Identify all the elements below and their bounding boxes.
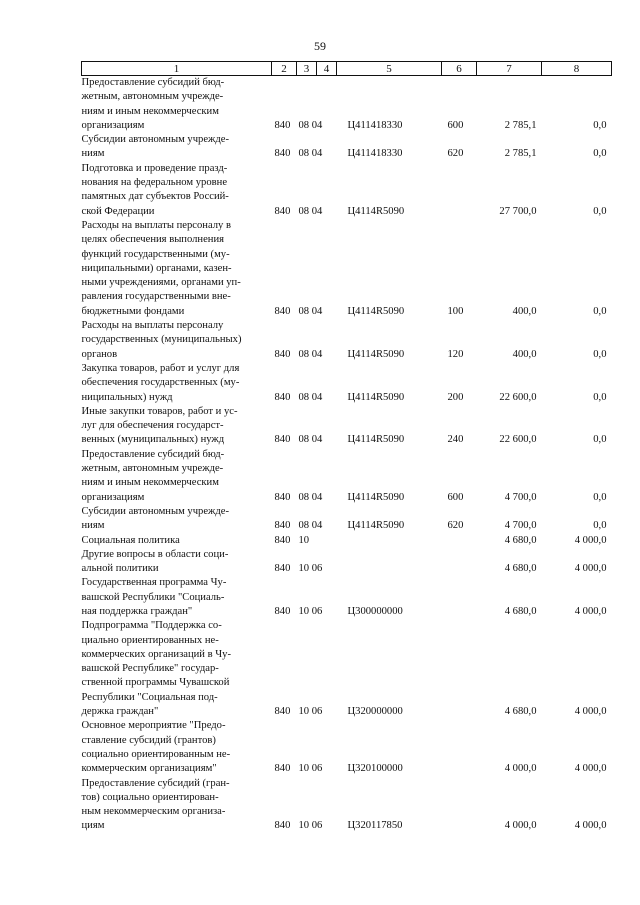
column-3-4-cell: 08 04 bbox=[298, 305, 323, 317]
description-line: жетным, автономным учрежде- bbox=[81, 463, 224, 475]
row-description bbox=[82, 534, 272, 548]
column-3-4-cell: 08 04 bbox=[298, 119, 323, 131]
description-line: Закупка товаров, работ и услуг для bbox=[81, 362, 240, 374]
column-2-cell: 840 bbox=[274, 148, 291, 160]
column-3-4-cell: 10 06 bbox=[298, 706, 323, 718]
column-header: 6 bbox=[442, 62, 477, 76]
column-3-4-cell: 10 06 bbox=[298, 820, 323, 832]
description-line: ниям bbox=[81, 148, 105, 160]
description-line: коммерческих организаций в Чу- bbox=[81, 648, 231, 660]
description-line: Основное мероприятие "Предо- bbox=[81, 720, 226, 732]
description-line: равления государственными вне- bbox=[81, 291, 231, 303]
column-header: 1 bbox=[82, 62, 272, 76]
table-row bbox=[82, 719, 612, 776]
column-8-cell: 0,0 bbox=[593, 205, 607, 217]
column-7-cell: 400,0 bbox=[512, 305, 537, 317]
description-line: Республики "Социальная под- bbox=[81, 691, 218, 703]
table-row bbox=[82, 405, 612, 448]
column-6-cell bbox=[442, 719, 477, 776]
description-line: циям bbox=[81, 820, 105, 832]
column-6-cell bbox=[442, 548, 477, 577]
column-3-4-cell: 10 06 bbox=[298, 563, 323, 575]
description-line: социально ориентированным не- bbox=[81, 748, 231, 760]
column-5-cell bbox=[337, 534, 442, 548]
description-line: целях обеспечения выполнения bbox=[81, 234, 225, 246]
description-line: Предоставление субсидий бюд- bbox=[81, 77, 225, 88]
table-row bbox=[82, 362, 612, 405]
table-header bbox=[82, 62, 612, 76]
column-8-cell: 0,0 bbox=[593, 348, 607, 360]
column-2-cell: 840 bbox=[274, 391, 291, 403]
column-8-cell: 4 000,0 bbox=[574, 605, 607, 617]
table-body bbox=[82, 76, 612, 834]
description-line: ниципальными) органами, казен- bbox=[81, 262, 232, 274]
row-description bbox=[82, 405, 272, 448]
description-line: государственных (муниципальных) bbox=[81, 334, 242, 346]
column-6-cell: 120 bbox=[447, 348, 464, 360]
row-description bbox=[82, 162, 272, 219]
description-line: ными учреждениями, органами уп- bbox=[81, 277, 241, 289]
description-line: Субсидии автономным учрежде- bbox=[81, 134, 229, 146]
description-line: альной политики bbox=[81, 563, 159, 575]
table-row bbox=[82, 576, 612, 619]
description-line: луг для обеспечения государст- bbox=[81, 420, 224, 432]
column-6-cell: 620 bbox=[447, 148, 464, 160]
column-2-cell: 840 bbox=[274, 520, 291, 532]
column-2-cell: 840 bbox=[274, 434, 291, 446]
row-description bbox=[82, 76, 272, 134]
column-2-cell: 840 bbox=[274, 563, 291, 575]
column-header: 2 bbox=[272, 62, 297, 76]
column-7-cell: 400,0 bbox=[512, 348, 537, 360]
description-line: организациям bbox=[81, 491, 145, 503]
row-description bbox=[82, 219, 272, 319]
column-8-cell: 4 000,0 bbox=[574, 706, 607, 718]
column-6-cell: 600 bbox=[447, 491, 464, 503]
row-description bbox=[82, 319, 272, 362]
column-8-cell: 4 000,0 bbox=[574, 820, 607, 832]
description-line: ниям и иным некоммерческим bbox=[81, 477, 219, 489]
column-2-cell: 840 bbox=[274, 119, 291, 131]
column-7-cell: 22 600,0 bbox=[499, 391, 537, 403]
column-7-cell: 4 000,0 bbox=[504, 763, 537, 775]
column-5-cell: Ц411418330 bbox=[347, 148, 403, 160]
column-7-cell: 4 680,0 bbox=[504, 534, 537, 546]
column-5-cell: Ц320100000 bbox=[347, 763, 403, 775]
description-line: жетным, автономным учрежде- bbox=[81, 91, 224, 103]
description-line: коммерческим организациям" bbox=[81, 763, 217, 775]
table-row bbox=[82, 76, 612, 134]
column-7-cell: 27 700,0 bbox=[499, 205, 537, 217]
description-line: Другие вопросы в области соци- bbox=[81, 548, 229, 560]
column-2-cell: 840 bbox=[274, 820, 291, 832]
column-5-cell: Ц411418330 bbox=[347, 119, 403, 131]
column-8-cell: 0,0 bbox=[593, 434, 607, 446]
column-3-4-cell: 08 04 bbox=[298, 148, 323, 160]
column-3-4-cell: 10 06 bbox=[298, 605, 323, 617]
row-description bbox=[82, 576, 272, 619]
column-8-cell: 4 000,0 bbox=[574, 763, 607, 775]
description-line: Расходы на выплаты персоналу в bbox=[81, 219, 231, 231]
description-line: Предоставление субсидий (гран- bbox=[81, 777, 230, 789]
column-5-cell: Ц4114R5090 bbox=[347, 520, 405, 532]
table-row bbox=[82, 162, 612, 219]
column-2-cell: 840 bbox=[274, 305, 291, 317]
column-3-4-cell: 10 bbox=[298, 534, 310, 546]
column-7-cell: 4 680,0 bbox=[504, 563, 537, 575]
column-3-4-cell: 08 04 bbox=[298, 434, 323, 446]
page-number: 59 bbox=[314, 39, 326, 53]
description-line: ным некоммерческим организа- bbox=[81, 806, 226, 818]
column-7-cell: 4 000,0 bbox=[504, 820, 537, 832]
column-5-cell: Ц320000000 bbox=[347, 706, 403, 718]
column-7-cell: 4 700,0 bbox=[504, 491, 537, 503]
column-6-cell bbox=[442, 534, 477, 548]
description-line: вашской Республики "Социаль- bbox=[81, 591, 225, 603]
row-description bbox=[82, 777, 272, 834]
column-7-cell: 4 700,0 bbox=[504, 520, 537, 532]
table-row bbox=[82, 219, 612, 319]
column-7-cell: 22 600,0 bbox=[499, 434, 537, 446]
description-line: циально ориентированных не- bbox=[81, 634, 219, 646]
description-line: ниципальных) нужд bbox=[81, 391, 173, 403]
table-row bbox=[82, 548, 612, 577]
row-description bbox=[82, 719, 272, 776]
column-5-cell: Ц300000000 bbox=[347, 605, 403, 617]
column-5-cell: Ц4114R5090 bbox=[347, 205, 405, 217]
column-6-cell bbox=[442, 619, 477, 719]
row-description bbox=[82, 505, 272, 534]
row-description bbox=[82, 362, 272, 405]
description-line: Подготовка и проведение празд- bbox=[81, 162, 228, 174]
description-line: вашской Республике" государ- bbox=[81, 663, 219, 675]
column-3-4-cell: 08 04 bbox=[298, 520, 323, 532]
column-3-4-cell: 08 04 bbox=[298, 348, 323, 360]
description-line: бюджетными фондами bbox=[81, 305, 185, 317]
column-5-cell: Ц4114R5090 bbox=[347, 348, 405, 360]
column-8-cell: 4 000,0 bbox=[574, 534, 607, 546]
column-7-cell: 2 785,1 bbox=[504, 148, 537, 160]
column-6-cell: 600 bbox=[447, 119, 464, 131]
description-line: ниям и иным некоммерческим bbox=[81, 105, 219, 117]
table-row bbox=[82, 619, 612, 719]
column-header: 5 bbox=[337, 62, 442, 76]
column-3-4-cell: 08 04 bbox=[298, 491, 323, 503]
description-line: органов bbox=[81, 348, 118, 360]
column-2-cell: 840 bbox=[274, 706, 291, 718]
column-2-cell: 840 bbox=[274, 491, 291, 503]
description-line: держка граждан" bbox=[81, 706, 159, 718]
column-8-cell: 0,0 bbox=[593, 148, 607, 160]
column-5-cell: Ц4114R5090 bbox=[347, 491, 405, 503]
column-6-cell: 200 bbox=[447, 391, 464, 403]
column-3-4-cell: 10 06 bbox=[298, 763, 323, 775]
description-line: Предоставление субсидий бюд- bbox=[81, 448, 225, 460]
column-8-cell: 0,0 bbox=[593, 119, 607, 131]
column-2-cell: 840 bbox=[274, 605, 291, 617]
column-2-cell: 840 bbox=[274, 205, 291, 217]
column-6-cell bbox=[442, 576, 477, 619]
description-line: Расходы на выплаты персоналу bbox=[81, 320, 224, 332]
description-line: памятных дат субъектов Россий- bbox=[81, 191, 229, 203]
table-row bbox=[82, 133, 612, 162]
table-row bbox=[82, 319, 612, 362]
column-6-cell: 240 bbox=[447, 434, 464, 446]
column-6-cell: 620 bbox=[447, 520, 464, 532]
description-line: ственной программы Чувашской bbox=[81, 677, 230, 689]
column-8-cell: 0,0 bbox=[593, 391, 607, 403]
column-header: 4 bbox=[317, 62, 337, 76]
column-7-cell: 4 680,0 bbox=[504, 706, 537, 718]
description-line: ской Федерации bbox=[81, 205, 155, 217]
column-8-cell: 0,0 bbox=[593, 520, 607, 532]
description-line: Социальная политика bbox=[81, 534, 180, 546]
column-5-cell: Ц4114R5090 bbox=[347, 305, 405, 317]
description-line: нования на федеральном уровне bbox=[81, 177, 228, 189]
table-row bbox=[82, 534, 612, 548]
column-6-cell: 100 bbox=[447, 305, 464, 317]
table-row bbox=[82, 448, 612, 505]
column-header: 3 bbox=[297, 62, 317, 76]
description-line: Субсидии автономным учрежде- bbox=[81, 505, 229, 517]
column-8-cell: 4 000,0 bbox=[574, 563, 607, 575]
description-line: ставление субсидий (грантов) bbox=[81, 734, 216, 746]
column-5-cell bbox=[337, 548, 442, 577]
description-line: Государственная программа Чу- bbox=[81, 577, 227, 589]
column-2-cell: 840 bbox=[274, 348, 291, 360]
column-8-cell: 0,0 bbox=[593, 491, 607, 503]
budget-table bbox=[81, 61, 612, 834]
column-8-cell: 0,0 bbox=[593, 305, 607, 317]
description-line: тов) социально ориентирован- bbox=[81, 791, 219, 803]
column-3-4-cell: 08 04 bbox=[298, 391, 323, 403]
row-description bbox=[82, 133, 272, 162]
description-line: функций государственными (му- bbox=[81, 248, 230, 260]
row-description bbox=[82, 619, 272, 719]
row-description bbox=[82, 548, 272, 577]
column-header: 7 bbox=[477, 62, 542, 76]
column-7-cell: 4 680,0 bbox=[504, 605, 537, 617]
description-line: организациям bbox=[81, 119, 145, 131]
column-3-4-cell: 08 04 bbox=[298, 205, 323, 217]
description-line: венных (муниципальных) нужд bbox=[81, 434, 225, 446]
row-description bbox=[82, 448, 272, 505]
description-line: обеспечения государственных (му- bbox=[81, 377, 240, 389]
description-line: ниям bbox=[81, 520, 105, 532]
column-7-cell: 2 785,1 bbox=[504, 119, 537, 131]
table-row bbox=[82, 777, 612, 834]
header-row bbox=[82, 62, 612, 76]
column-5-cell: Ц320117850 bbox=[347, 820, 403, 832]
column-6-cell bbox=[442, 777, 477, 834]
column-header: 8 bbox=[542, 62, 612, 76]
column-5-cell: Ц4114R5090 bbox=[347, 434, 405, 446]
description-line: Подпрограмма "Поддержка со- bbox=[81, 620, 222, 632]
column-5-cell: Ц4114R5090 bbox=[347, 391, 405, 403]
column-2-cell: 840 bbox=[274, 763, 291, 775]
column-2-cell: 840 bbox=[274, 534, 291, 546]
column-6-cell bbox=[442, 162, 477, 219]
description-line: Иные закупки товаров, работ и ус- bbox=[81, 405, 238, 417]
table-row bbox=[82, 505, 612, 534]
description-line: ная поддержка граждан" bbox=[81, 605, 193, 617]
